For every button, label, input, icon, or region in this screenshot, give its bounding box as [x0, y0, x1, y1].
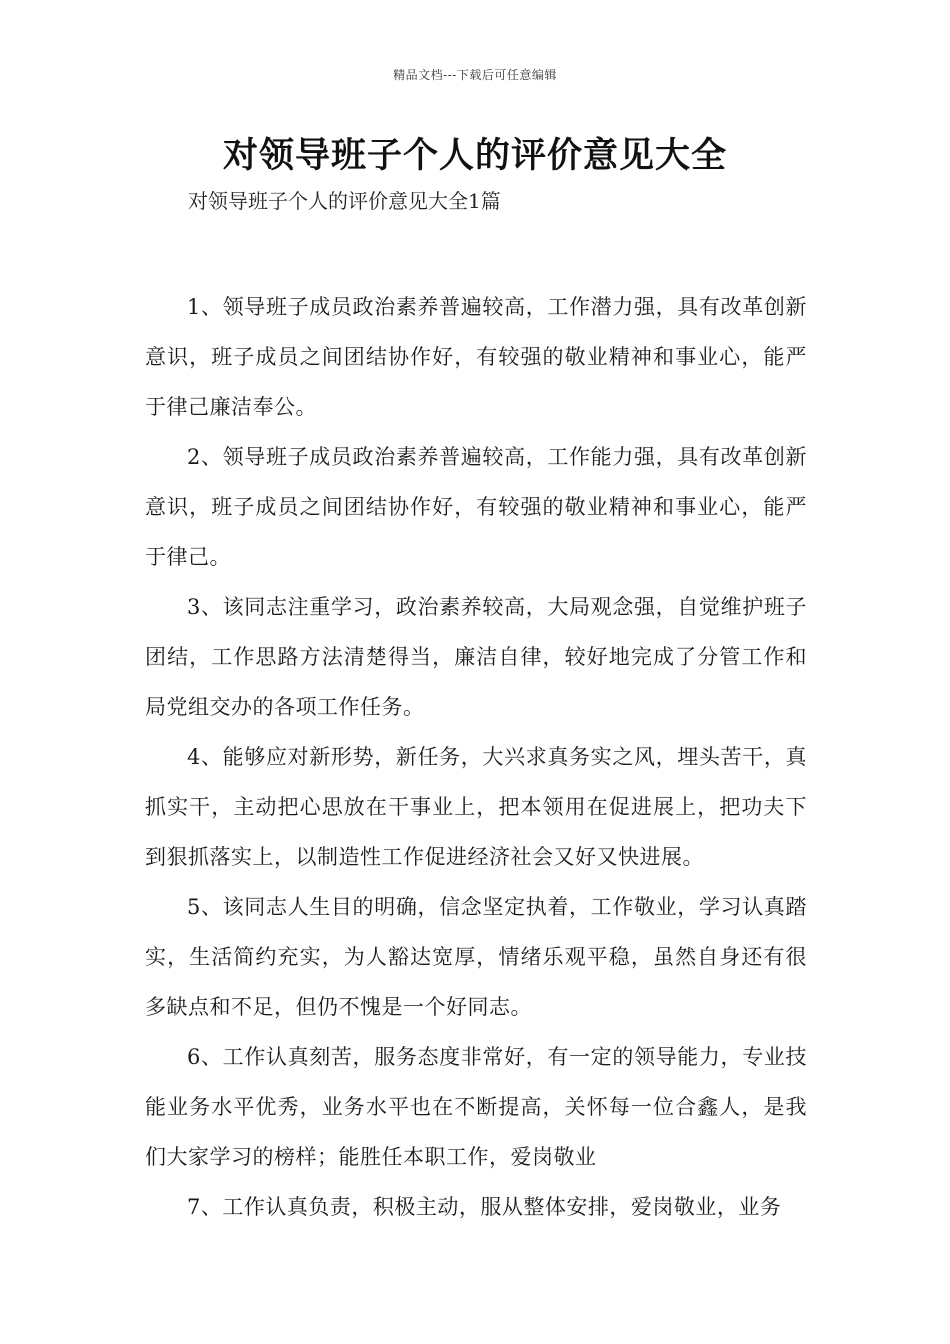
document-title: 对领导班子个人的评价意见大全 — [222, 135, 727, 176]
paragraph-3: 3、该同志注重学习，政治素养较高，大局观念强，自觉维护班子团结，工作思路方法清楚得当，廉洁自律，较好地完成了分管工作和局党组交办的各项工作任务。 — [145, 595, 807, 719]
document-body — [145, 282, 807, 1232]
paragraph-2: 2、领导班子成员政治素养普遍较高，工作能力强，具有改革创新意识，班子成员之间团结协作好，有较强的敬业精神和事业心，能严于律己。 — [145, 445, 807, 569]
paragraph-6: 6、工作认真刻苦，服务态度非常好，有一定的领导能力，专业技能业务水平优秀，业务水平也在不断提高，关怀每一位合鑫人，是我们大家学习的榜样；能胜任本职工作，爱岗敬业 — [145, 1045, 807, 1169]
header-note: 精品文档---下载后可任意编辑 — [393, 68, 557, 82]
paragraph-1: 1、领导班子成员政治素养普遍较高，工作潜力强，具有改革创新意识，班子成员之间团结协作好，有较强的敬业精神和事业心，能严于律己廉洁奉公。 — [145, 295, 807, 419]
paragraph-5: 5、该同志人生目的明确，信念坚定执着，工作敬业，学习认真踏实，生活简约充实，为人豁达宽厚，情绪乐观平稳，虽然自身还有很多缺点和不足，但仍不愧是一个好同志。 — [145, 895, 807, 1019]
paragraph-4: 4、能够应对新形势，新任务，大兴求真务实之风，埋头苦干，真抓实干，主动把心思放在干事业上，把本领用在促进展上，把功夫下到狠抓落实上，以制造性工作促进经济社会又好又快进展。 — [145, 745, 807, 869]
document-subtitle: 对领导班子个人的评价意见大全1篇 — [188, 189, 501, 213]
paragraph-7: 7、工作认真负责，积极主动，服从整体安排，爱岗敬业，业务 — [187, 1195, 782, 1219]
